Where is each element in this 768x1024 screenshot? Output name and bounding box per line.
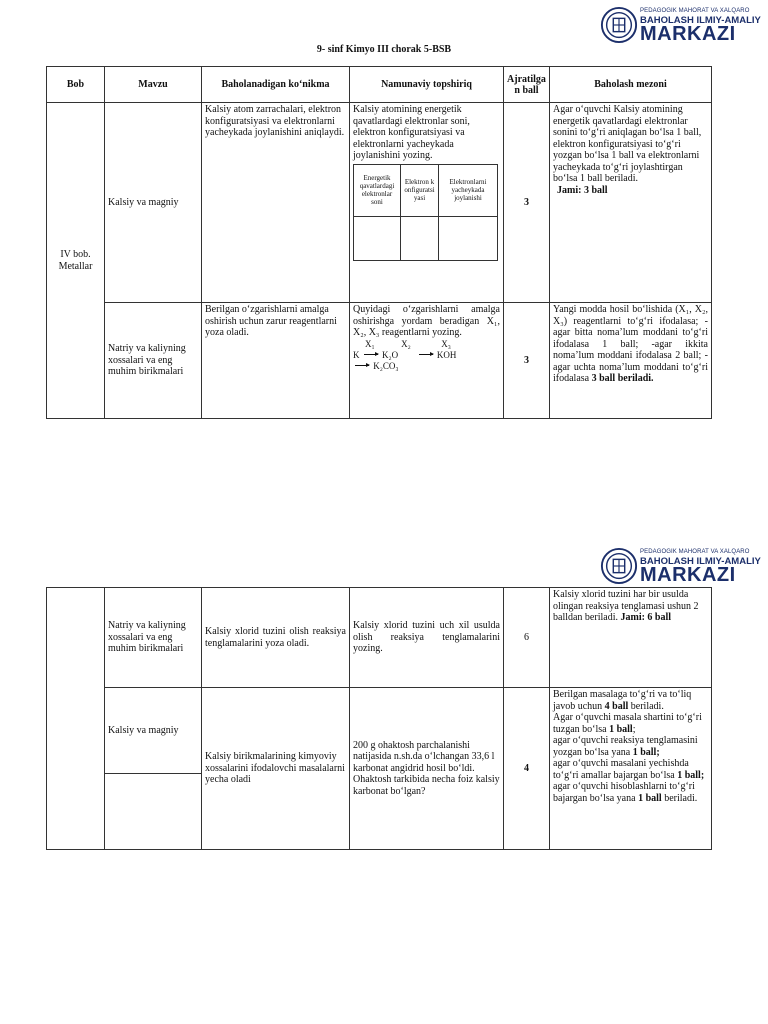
mavzu-cell: Kalsiy va magniy	[105, 103, 202, 303]
mavzu-cell: Kalsiy va magniy	[105, 688, 202, 774]
mezon-text: agar o‘quvchi reaksiya tenglamasini yozgan bo‘lsa yana	[553, 735, 698, 758]
mezon-points: 1 ball	[638, 792, 662, 804]
logo	[598, 545, 768, 587]
grid-answer-1[interactable]	[354, 216, 401, 260]
logo-line3: MARKAZI	[640, 564, 736, 586]
topshiriq-text: Quyidagi o‘zgarishlarni amalga oshirishga yordam beradigan X₁, X₂, X₃ reagentlarni yozing.	[353, 304, 500, 338]
topshiriq-cell	[350, 103, 504, 303]
mezon-text: Yangi modda hosil bo‘lishida (X₁, X₂, X₃) reagentlarni to‘g‘ri ifodalasa; -agar bitta noma’lum moddani to‘g‘ri ifodalasa 1 ball; -agar ikkita noma’lum moddani ifodalasa 2 ball; -agar uchta noma’lum moddani to‘g‘ri ifodalasa	[553, 304, 708, 384]
logo-line2: BAHOLASH ILMIY-AMALIY	[640, 556, 761, 567]
x3-label: X₃	[441, 338, 451, 349]
mezon-text: agar o‘quvchi hisoblashlarni to‘g‘ri bajargan bo‘lsa yana	[553, 781, 695, 804]
emblem-icon	[600, 547, 638, 585]
mezon-cell	[550, 103, 712, 303]
arrow-icon	[355, 365, 369, 366]
bob-cell: IV bob. Metallar	[47, 103, 105, 419]
konikma-cell: Kalsiy xlorid tuzini olish reaksiya tenglamalarini yoza oladi.	[202, 588, 350, 688]
mezon-points: 1 ball;	[677, 769, 705, 781]
mezon-cell	[550, 688, 712, 850]
mezon-text: Agar o‘quvchi masala shartini to‘g‘ri tuzgan bo‘lsa	[553, 712, 702, 735]
mezon-text: agar o‘quvchi masalani yechishda to‘g‘ri amallar bajargan bo‘lsa	[553, 758, 689, 781]
x2-label: X₂	[401, 338, 411, 349]
grid-header-2: Elektron konfiguratsiyasi	[401, 164, 439, 216]
reaction-chain	[353, 339, 500, 372]
mavzu-cell: Natriy va kaliyning xossalari va eng muhim birikmalari	[105, 588, 202, 688]
mezon-total: 3 ball beriladi.	[591, 373, 654, 384]
ball-cell: 3	[504, 103, 550, 303]
topshiriq-cell: Kalsiy xlorid tuzini uch xil usulda olish reaksiya tenglamalarini yozing.	[350, 588, 504, 688]
mezon-text: ;	[632, 723, 636, 735]
logo	[598, 4, 768, 46]
grid-answer-2[interactable]	[401, 216, 439, 260]
konikma-cell: Kalsiy birikmalarining kimyoviy xossalarini ifodalovchi masalalarni yecha oladi	[202, 688, 350, 850]
mezon-points: 1 ball	[609, 723, 633, 735]
emblem-icon	[600, 6, 638, 44]
header-mavzu: Mavzu	[105, 67, 202, 103]
mezon-text: Kalsiy xlorid tuzini har bir usulda olingan reaksiya tenglamasi ushun 2 balldan beriladi.	[553, 589, 699, 623]
mezon-points: 1 ball;	[632, 746, 660, 758]
mezon-cell	[550, 588, 712, 688]
grid-header-3: Elektronlarni yacheykada joylanishi	[439, 164, 498, 216]
topshiriq-cell: 200 g ohaktosh parchalanishi natijasida n.sh.da o‘lchangan 33,6 l karbonat angidrid hosil bo‘ldi. Ohaktosh tarkibida necha foiz kalsiy karbonat bo‘lgan?	[350, 688, 504, 850]
mezon-text: Berilgan masalaga to‘g‘ri va to‘liq javob uchun	[553, 689, 692, 712]
chain-k2o: K₂O	[382, 349, 399, 360]
assessment-table-2	[46, 587, 712, 850]
mezon-text: beriladi.	[630, 700, 664, 712]
grid-header-1: Energetik qavatlardagi elektronlar soni	[354, 164, 401, 216]
page-title: 9- sinf Kimyo III chorak 5-BSB	[316, 44, 452, 55]
konikma-cell: Kalsiy atom zarrachalari, elektron konfiguratsiyasi va elektronlarni yacheykada joylanishini aniqlaydi.	[202, 103, 350, 303]
mezon-total: Jami: 3 ball	[557, 184, 608, 196]
konikma-cell: Berilgan o‘zgarishlarni amalga oshirish uchun zarur reagentlarni yoza oladi.	[202, 303, 350, 419]
mezon-text: Agar o‘quvchi Kalsiy atomining energetik qavatlardagi elektronlar sonini to‘g‘ri aniqlagan bo‘lsa 1 ball, elektron konfiguratsiyasi to‘g‘ri yozgan bo‘lsa 1 ball va elektronlarni yacheykada to‘g‘ri joylashtirgan bo‘lsa 1 ball beriladi.	[553, 104, 702, 184]
mezon-cell	[550, 303, 712, 419]
logo-line2: BAHOLASH ILMIY-AMALIY	[640, 15, 761, 26]
assessment-table-1	[46, 66, 712, 419]
logo-line1: PEDAGOGIK MAHORAT VA XALQARO	[640, 549, 750, 555]
header-konikma: Baholanadigan ko‘nikma	[202, 67, 350, 103]
topshiriq-text: Kalsiy atomining energetik qavatlardagi elektronlar soni, elektron konfiguratsiyasi va elektronlarni yacheykada joylanishini yozing.	[353, 104, 470, 161]
chain-koh: KOH	[436, 349, 457, 360]
logo-line3: MARKAZI	[640, 23, 736, 45]
arrow-icon	[364, 354, 378, 355]
mezon-points: 4 ball	[604, 700, 629, 712]
bob-cell	[47, 588, 105, 850]
header-ball: Ajratilgan ball	[504, 67, 550, 103]
grid-answer-3[interactable]	[439, 216, 498, 260]
header-bob: Bob	[47, 67, 105, 103]
chain-k: K	[353, 349, 360, 360]
mezon-total: Jami: 6 ball	[620, 612, 672, 623]
mavzu-cell-empty	[105, 774, 202, 850]
mezon-text: beriladi.	[664, 792, 698, 804]
chain-k2co3: K₂CO₃	[373, 360, 399, 371]
arrow-icon	[419, 354, 433, 355]
logo-line1: PEDAGOGIK MAHORAT VA XALQARO	[640, 8, 750, 14]
header-mezon: Baholash mezoni	[550, 67, 712, 103]
mavzu-cell: Natriy va kaliyning xossalari va eng muhim birikmalari	[105, 303, 202, 419]
ball-cell: 4	[504, 688, 550, 850]
answer-grid	[353, 164, 498, 261]
header-topshiriq: Namunaviy topshiriq	[350, 67, 504, 103]
ball-cell: 6	[504, 588, 550, 688]
x1-label: X₁	[365, 338, 375, 349]
ball-cell: 3	[504, 303, 550, 419]
topshiriq-cell	[350, 303, 504, 419]
